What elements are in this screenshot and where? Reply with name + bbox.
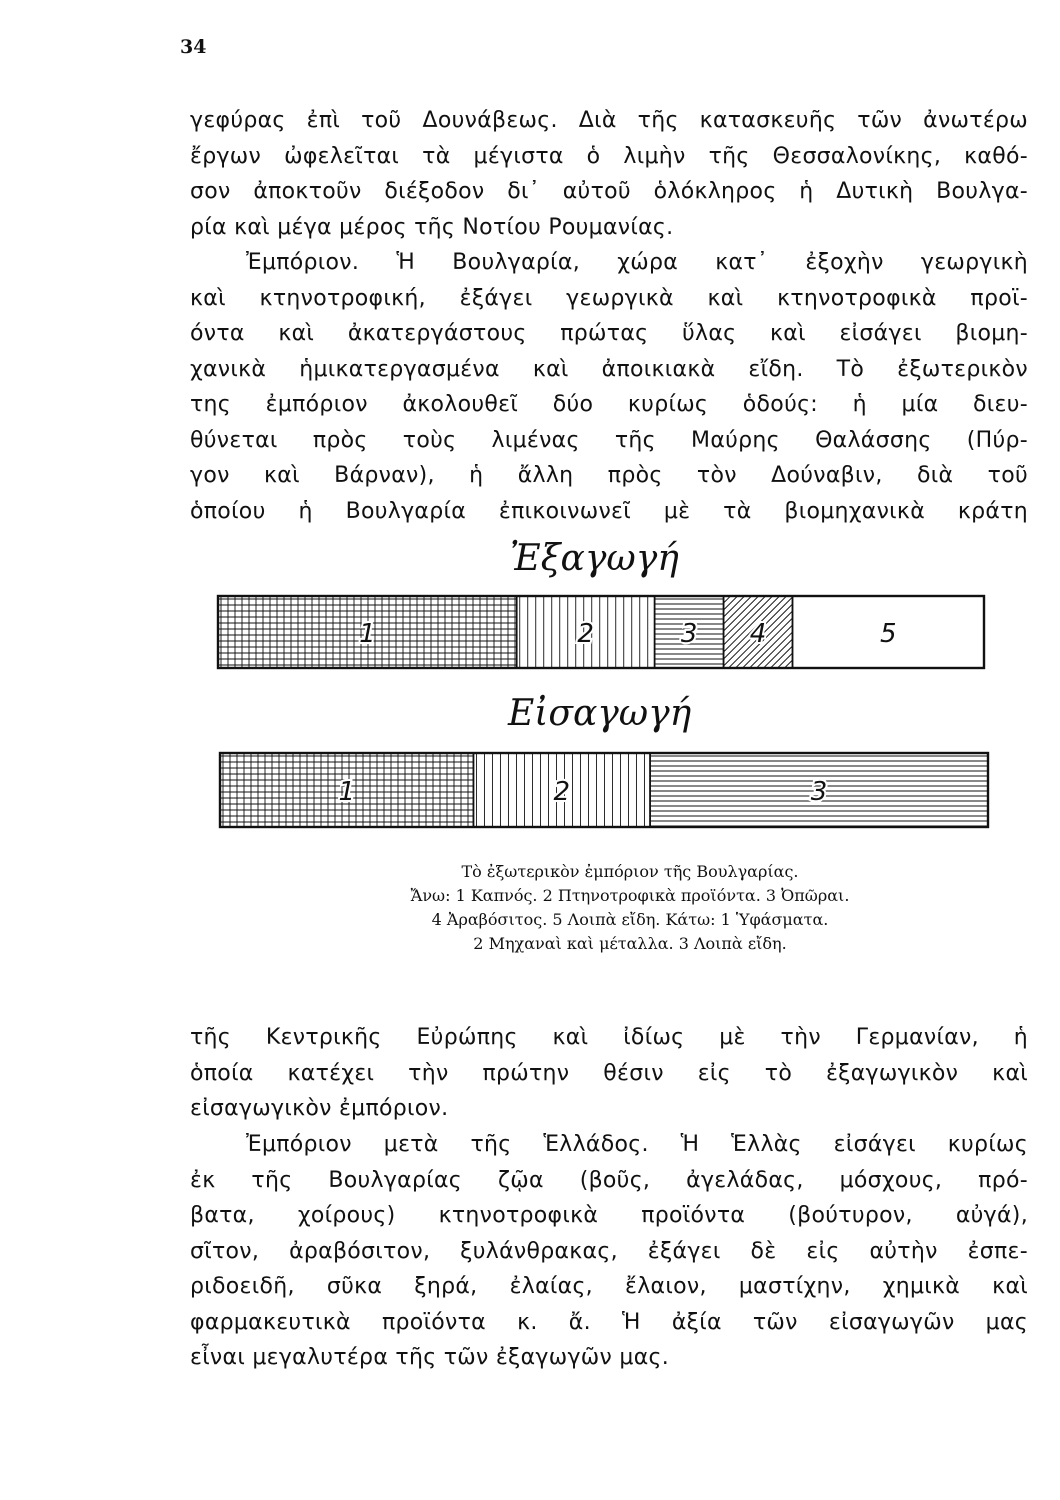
text-line: ἔργων ὠφελεῖται τὰ μέγιστα ὁ λιμὴν τῆς Θεσσαλονίκης, καθό- <box>190 143 1028 169</box>
bar-label: 1 <box>359 619 376 649</box>
bar-segment-1 <box>220 753 473 827</box>
paragraph-danube <box>190 103 1028 245</box>
caption-line: 2 Μηχαναὶ καὶ μέταλλα. 3 Λοιπὰ εἴδη. <box>473 934 787 953</box>
text-line: Ἐμπόριον μετὰ τῆς Ἑλλάδος. Ἡ Ἑλλὰς εἰσάγει κυρίως <box>246 1132 1028 1157</box>
caption-title: Τὸ ἐξωτερικὸν ἐμπόριον τῆς Βουλγαρίας. <box>461 862 799 881</box>
bar-segment-1 <box>218 596 517 668</box>
text-line: βατα, χοίρους) κτηνοτροφικὰ προϊόντα (βούτυρον, αὐγά), <box>190 1203 1028 1228</box>
bar-label: 2 <box>577 619 594 649</box>
text-line: θύνεται πρὸς τοὺς λιμένας τῆς Μαύρης Θαλάσσης (Πύρ- <box>190 427 1028 453</box>
paragraph-commerce <box>190 245 1028 529</box>
bar-segment-3 <box>655 596 724 668</box>
chart-title-import: Εἰσαγωγή <box>508 693 692 734</box>
bar-label: 3 <box>810 777 828 807</box>
text-line: ριδοειδῆ, σῦκα ξηρά, ἐλαίας, ἔλαιον, μαστίχην, χημικὰ καὶ <box>190 1274 1028 1299</box>
text-line: γον καὶ Βάρναν), ἡ ἄλλη πρὸς τὸν Δούναβιν, διὰ τοῦ <box>190 463 1028 488</box>
text-line: χανικὰ ἡμικατεργασμένα καὶ ἀποικιακὰ εἴδη. Τὸ ἐξωτερικὸν <box>190 356 1028 382</box>
bar-label: 5 <box>879 619 897 649</box>
bar-segment-2 <box>517 596 655 668</box>
bar-label: 2 <box>553 777 571 807</box>
chart-title-export: Ἐξαγωγή <box>510 538 679 579</box>
bar-segment-5 <box>793 596 985 668</box>
paragraph-germany <box>190 1020 1028 1127</box>
bar-segment-2 <box>473 753 650 827</box>
bar-label: 1 <box>338 777 355 807</box>
bar-segment-3 <box>650 753 988 827</box>
text-line: τῆς Κεντρικῆς Εὐρώπης καὶ ἰδίως μὲ τὴν Γερμανίαν, ἡ <box>190 1025 1028 1050</box>
text-line: καὶ κτηνοτροφική, ἐξάγει γεωργικὰ καὶ κτηνοτροφικὰ προϊ- <box>190 285 1028 311</box>
paragraph-greece <box>190 1127 1028 1376</box>
text-line: ὁποίου ἡ Βουλγαρία ἐπικοινωνεῖ μὲ τὰ βιομηχανικὰ κράτη <box>190 498 1028 524</box>
text-line: σον ἀποκτοῦν διέξοδον δι᾽ αὐτοῦ ὁλόκληρος ἡ Δυτικὴ Βουλγα- <box>190 179 1028 204</box>
text-line: ὁποία κατέχει τὴν πρώτην θέσιν εἰς τὸ ἐξαγωγικὸν καὶ <box>190 1060 1028 1086</box>
text-line: ἐκ τῆς Βουλγαρίας ζῷα (βοῦς, ἀγελάδας, μόσχους, πρό- <box>190 1167 1028 1193</box>
page-number: 34 <box>180 36 207 58</box>
import-bar-chart <box>0 745 1060 835</box>
text-line: Ἐμπόριον. Ἡ Βουλγαρία, χώρα κατ᾽ ἐξοχὴν γεωργικὴ <box>246 250 1028 275</box>
text-line: της ἐμπόριον ἀκολουθεῖ δύο κυρίως ὁδούς: ἡ μία διευ- <box>190 392 1028 417</box>
text-line: σῖτον, ἀραβόσιτον, ξυλάνθρακας, ἐξάγει δὲ εἰς αὐτὴν ἐσπε- <box>190 1238 1028 1264</box>
bar-label: 4 <box>749 619 767 649</box>
figure-caption <box>240 860 1020 956</box>
text-line: όντα καὶ ἀκατεργάστους πρώτας ὕλας καὶ εἰσάγει βιομη- <box>190 321 1028 346</box>
text-line: φαρμακευτικὰ προϊόντα κ. ἄ. Ἡ ἀξία τῶν εἰσαγωγῶν μας <box>190 1309 1028 1335</box>
text-line: γεφύρας ἐπὶ τοῦ Δουνάβεως. Διὰ τῆς κατασκευῆς τῶν ἀνωτέρω <box>190 108 1028 133</box>
text-line: εἰσαγωγικὸν ἐμπόριον. <box>190 1096 449 1121</box>
text-line: ρία καὶ μέγα μέρος τῆς Νοτίου Ρουμανίας. <box>190 214 674 240</box>
caption-line: 4 Ἀραβόσιτος. 5 Λοιπὰ εἴδη. Κάτω: 1 Ὑφάσματα. <box>431 910 829 929</box>
text-line: εἶναι μεγαλυτέρα τῆς τῶν ἐξαγωγῶν μας. <box>190 1345 669 1370</box>
caption-line: Ἄνω: 1 Καπνός. 2 Πτηνοτροφικὰ προϊόντα. 3 Ὀπῶραι. <box>410 886 850 905</box>
export-bar-chart <box>0 590 1060 680</box>
bar-label: 3 <box>680 619 698 649</box>
